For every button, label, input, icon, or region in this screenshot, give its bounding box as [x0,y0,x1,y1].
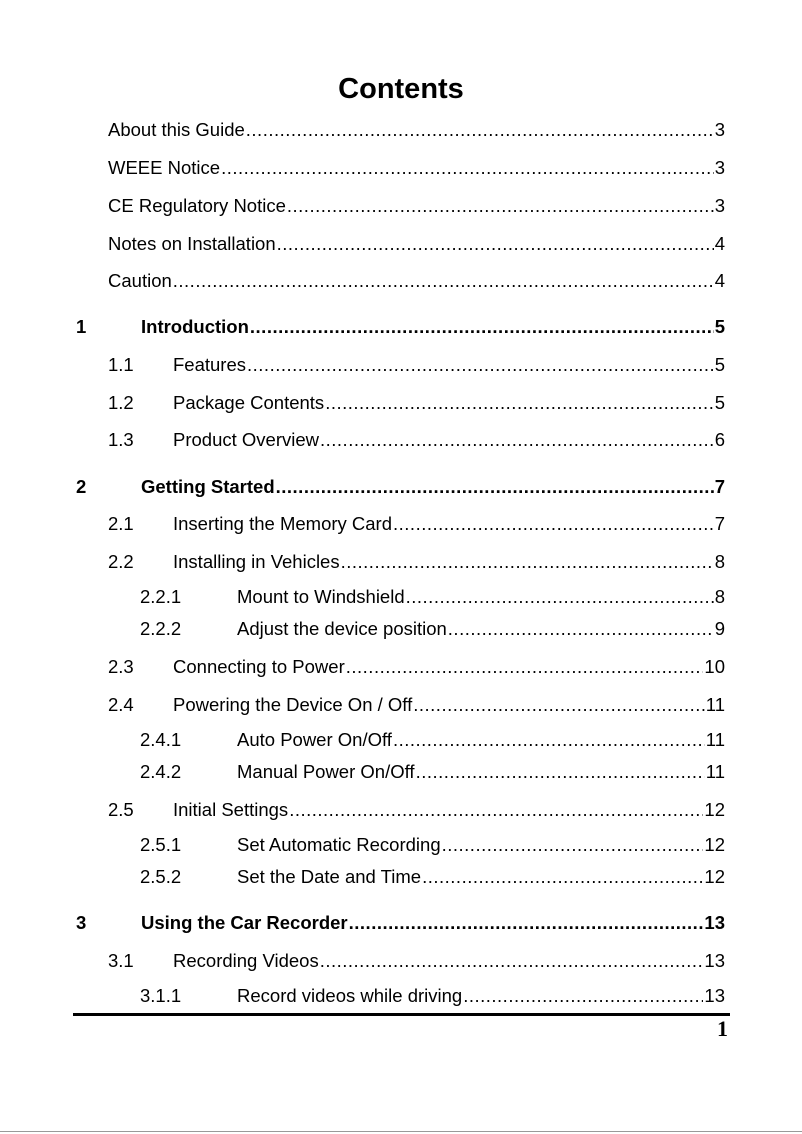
toc-entry-label: Powering the Device On / Off [173,694,413,715]
toc-entry-label: Product Overview [173,429,319,450]
toc-leader-dots [349,910,704,936]
toc-entry[interactable] [108,511,725,537]
toc-entry[interactable] [108,427,725,453]
toc-entry-label: Features [173,354,247,375]
toc-entry-page: 12 [704,866,725,887]
footer-rule [73,1013,730,1016]
toc-entry-label: Package Contents [173,392,325,413]
toc-entry-label: Mount to Windshield [237,586,405,607]
toc-entry-page: 4 [714,270,725,291]
toc-entry-number: 1 [76,316,87,337]
toc-entry-number: 2.3 [108,656,134,677]
toc-leader-dots [277,231,714,257]
toc-entry-page: 8 [714,586,725,607]
toc-entry-label: About this Guide [108,119,245,140]
toc-entry[interactable] [108,654,725,680]
toc-leader-dots [406,584,714,610]
toc-entry-page: 7 [714,513,725,534]
toc-entry[interactable] [108,352,725,378]
toc-entry[interactable] [108,117,725,143]
toc-entry-label: Adjust the device position [237,618,447,639]
toc-entry[interactable] [108,155,725,181]
toc-entry-label: WEEE Notice [108,157,221,178]
toc-leader-dots [463,983,703,1009]
toc-leader-dots [247,352,714,378]
page-edge-divider [0,1131,802,1132]
toc-entry-number: 2.1 [108,513,134,534]
toc-entry-number: 2.2 [108,551,134,572]
toc-leader-dots [416,759,705,785]
toc-entry-label: Caution [108,270,172,291]
toc-chapter-entry[interactable] [76,474,725,500]
toc-leader-dots [320,427,714,453]
toc-leader-dots [276,474,714,500]
toc-leader-dots [393,727,705,753]
toc-subentry[interactable] [140,983,725,1009]
toc-entry-number: 2.4.2 [140,761,182,782]
toc-entry-page: 3 [714,119,725,140]
toc-leader-dots [320,948,704,974]
toc-entry-number: 2.5.1 [140,834,182,855]
toc-entry-number: 3.1 [108,950,134,971]
toc-entry-page: 5 [714,392,725,413]
toc-entry-page: 12 [704,834,725,855]
toc-leader-dots [250,314,714,340]
toc-leader-dots [221,155,714,181]
toc-entry-page: 11 [705,729,725,750]
toc-entry-label: Record videos while driving [237,985,463,1006]
toc-entry-page: 13 [704,912,725,933]
toc-entry-page: 3 [714,195,725,216]
toc-entry-label: Inserting the Memory Card [173,513,393,534]
toc-entry-number: 2.2.1 [140,586,182,607]
toc-leader-dots [346,654,704,680]
toc-entry-page: 3 [714,157,725,178]
toc-entry-page: 8 [714,551,725,572]
toc-entry[interactable] [108,549,725,575]
toc-entry[interactable] [108,390,725,416]
toc-leader-dots [341,549,714,575]
toc-subentry[interactable] [140,616,725,642]
toc-entry-label: Notes on Installation [108,233,276,254]
toc-leader-dots [393,511,714,537]
toc-entry-number: 3 [76,912,87,933]
toc-entry-number: 2 [76,476,87,497]
toc-leader-dots [422,864,703,890]
toc-entry-label: Set the Date and Time [237,866,422,887]
toc-subentry[interactable] [140,584,725,610]
toc-entry-label: Introduction [141,316,249,337]
toc-leader-dots [173,268,714,294]
toc-entry-page: 9 [714,618,725,639]
toc-chapter-entry[interactable] [76,910,725,936]
toc-entry[interactable] [108,268,725,294]
toc-entry-label: Installing in Vehicles [173,551,340,572]
toc-entry-number: 2.4.1 [140,729,182,750]
page-title: Contents [338,73,464,105]
toc-entry-page: 11 [705,761,725,782]
toc-entry-number: 3.1.1 [140,985,182,1006]
toc-leader-dots [287,193,714,219]
toc-entry-label: Set Automatic Recording [237,834,441,855]
toc-entry-number: 1.1 [108,354,134,375]
toc-entry-page: 7 [714,476,725,497]
toc-leader-dots [246,117,714,143]
toc-subentry[interactable] [140,864,725,890]
toc-entry-page: 11 [705,694,725,715]
toc-entry-label: Connecting to Power [173,656,345,677]
toc-subentry[interactable] [140,727,725,753]
toc-entry-label: Recording Videos [173,950,319,971]
toc-chapter-entry[interactable] [76,314,725,340]
toc-entry-page: 13 [704,985,725,1006]
toc-entry-number: 2.2.2 [140,618,182,639]
toc-entry[interactable] [108,797,725,823]
page-number: 1 [717,1016,728,1041]
toc-entry[interactable] [108,692,725,718]
toc-entry-page: 5 [714,354,725,375]
toc-entry-label: CE Regulatory Notice [108,195,286,216]
toc-entry-page: 5 [714,316,725,337]
toc-entry[interactable] [108,231,725,257]
toc-entry[interactable] [108,948,725,974]
toc-entry-number: 2.5 [108,799,134,820]
toc-entry-label: Manual Power On/Off [237,761,415,782]
toc-entry-label: Using the Car Recorder [141,912,348,933]
toc-leader-dots [413,692,705,718]
toc-leader-dots [448,616,714,642]
toc-entry-page: 6 [714,429,725,450]
toc-entry-page: 12 [704,799,725,820]
toc-entry-page: 13 [704,950,725,971]
toc-entry-number: 1.3 [108,429,134,450]
toc-leader-dots [289,797,703,823]
toc-leader-dots [442,832,704,858]
toc-entry-label: Initial Settings [173,799,289,820]
toc-subentry[interactable] [140,759,725,785]
toc-subentry[interactable] [140,832,725,858]
toc-entry-page: 10 [704,656,725,677]
toc-entry-number: 2.4 [108,694,134,715]
toc-leader-dots [325,390,714,416]
toc-entry-page: 4 [714,233,725,254]
toc-entry[interactable] [108,193,725,219]
toc-entry-number: 1.2 [108,392,134,413]
toc-entry-label: Getting Started [141,476,275,497]
toc-entry-label: Auto Power On/Off [237,729,392,750]
toc-entry-number: 2.5.2 [140,866,182,887]
